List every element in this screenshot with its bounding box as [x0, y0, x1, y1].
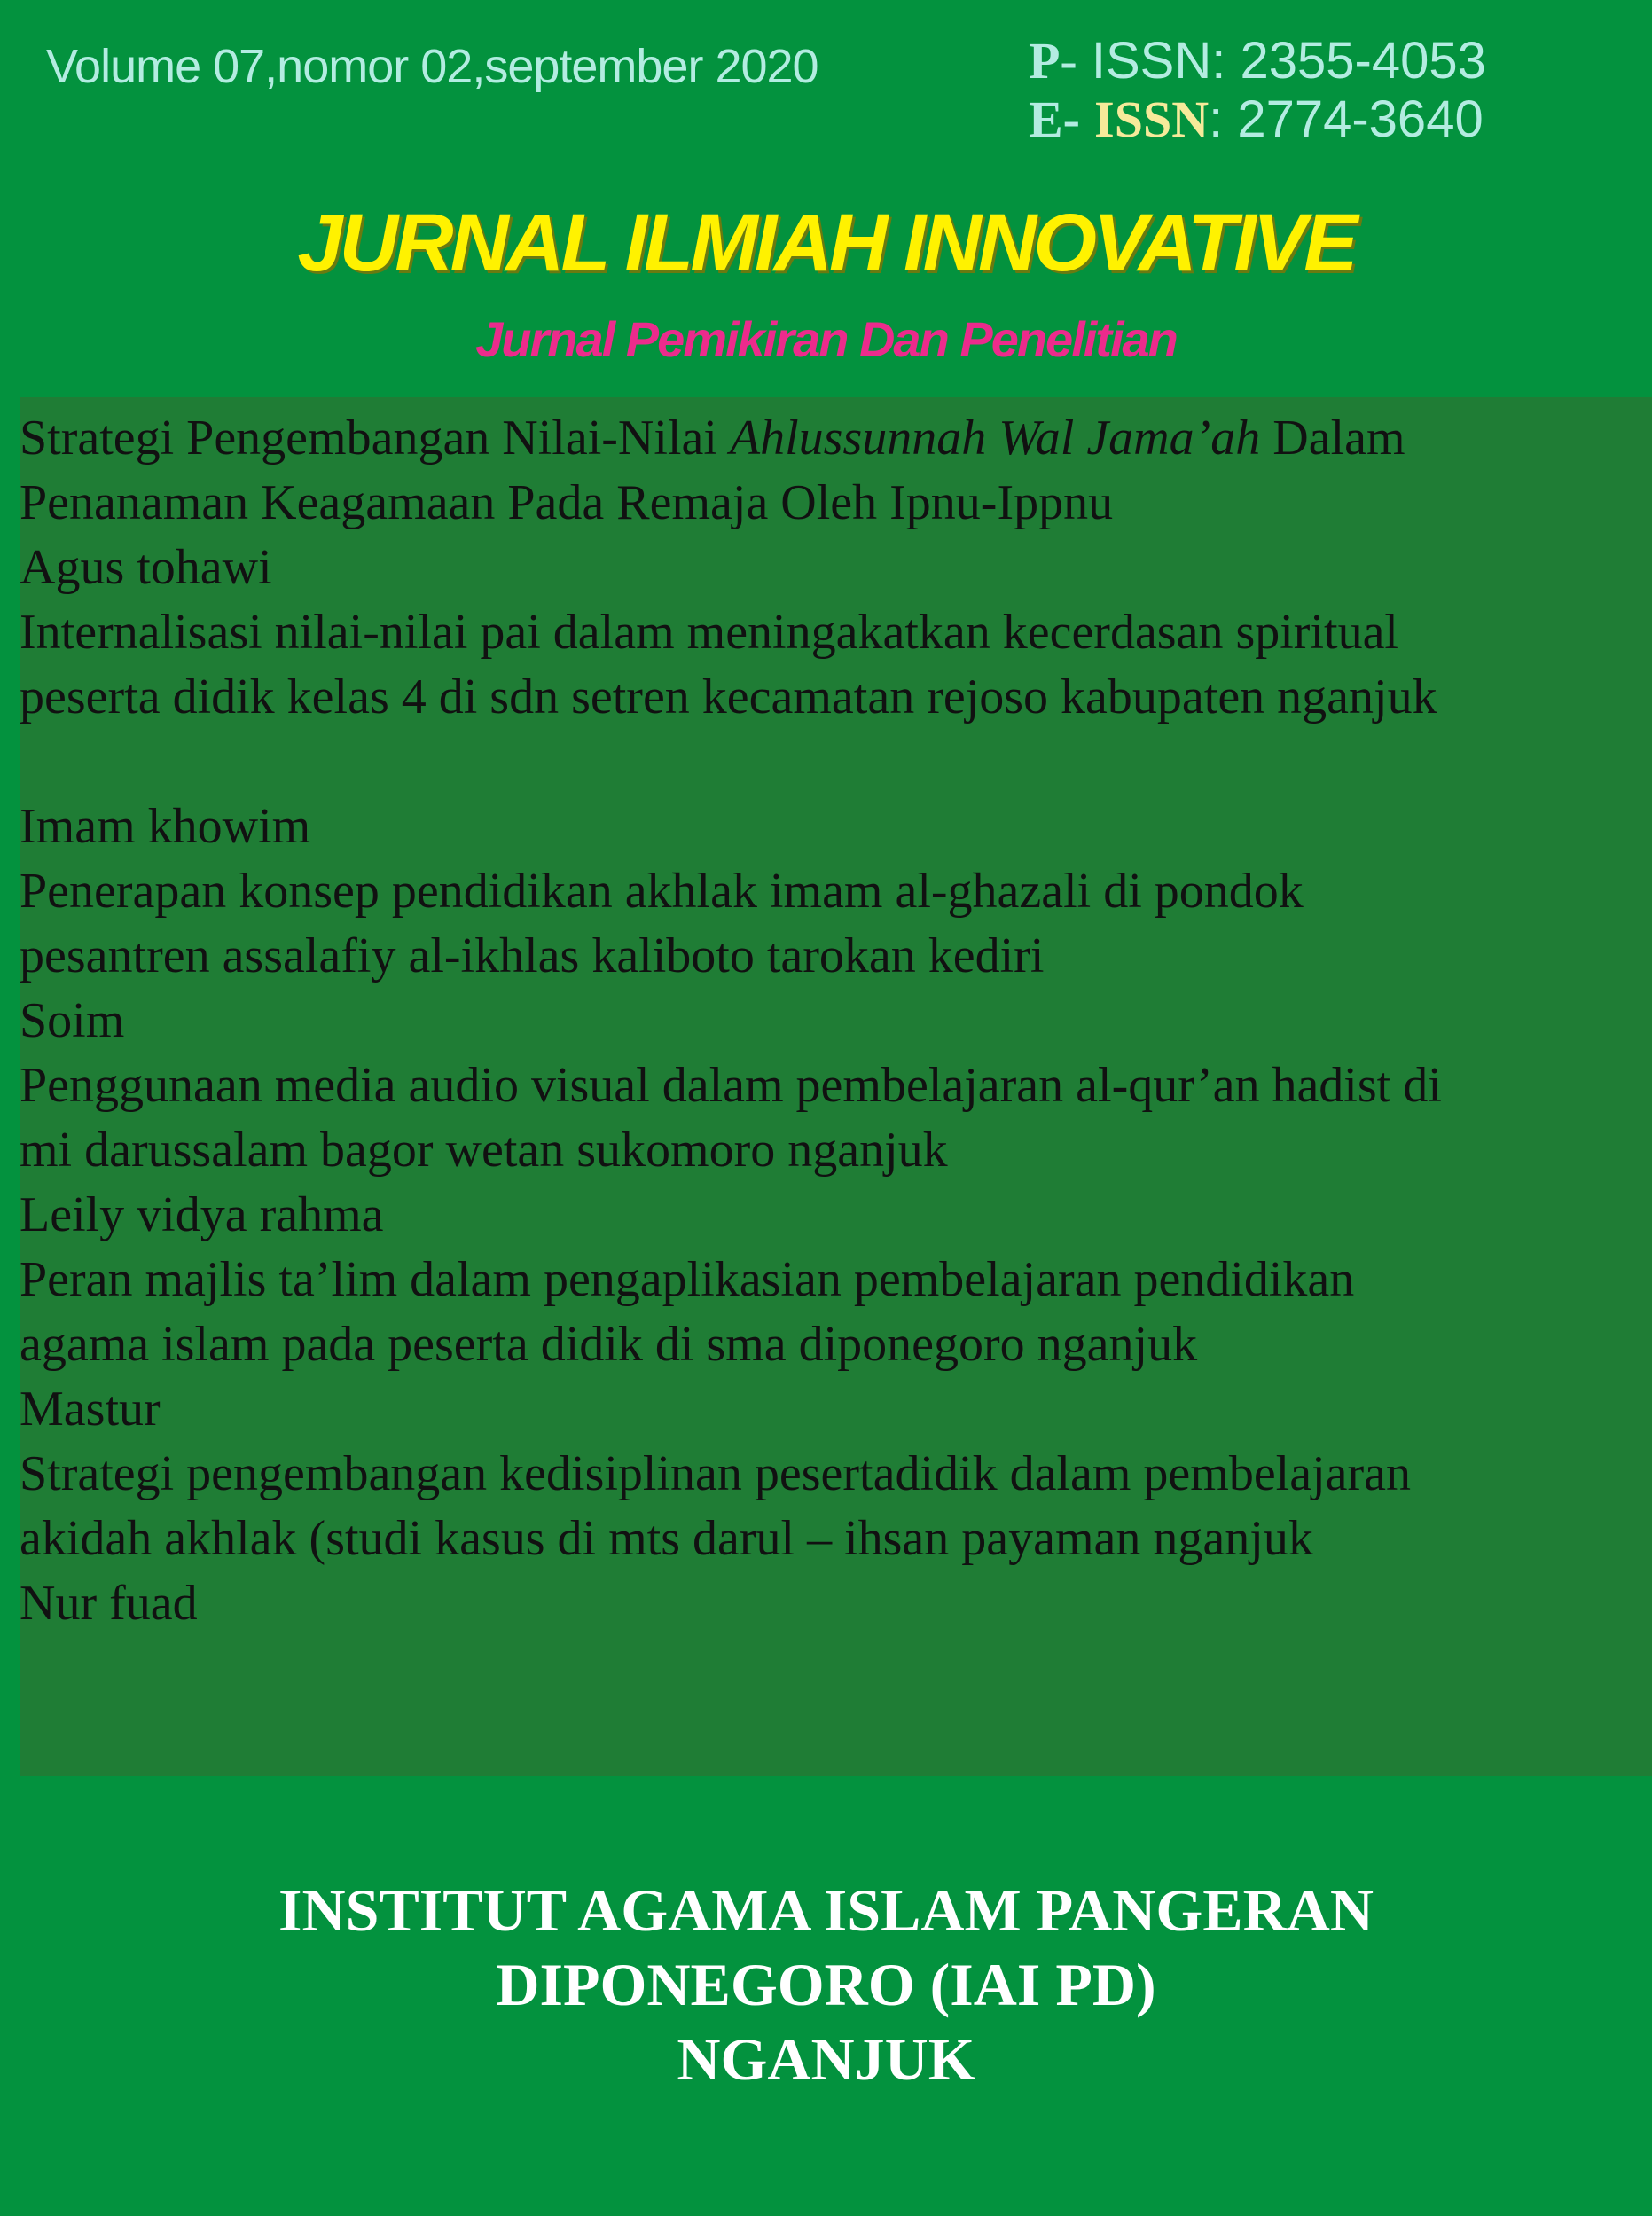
article-title-line: pesantren assalafiy al-ikhlas kaliboto tarokan kediri — [20, 928, 1045, 983]
article-title-line: Penggunaan media audio visual dalam pembelajaran al-qur’an hadist di — [20, 1058, 1442, 1113]
volume-issue-line: Volume 07,nomor 02,september 2020 — [46, 40, 818, 93]
article-title-line: Penanaman Keagamaan Pada Remaja Oleh Ipnu-Ippnu — [20, 475, 1114, 530]
print-issn-prefix: P- — [1029, 32, 1077, 90]
institution-line: DIPONEGORO (IAI PD) — [496, 1951, 1156, 2018]
article-author: Leily vidya rahma — [20, 1187, 384, 1242]
article-title-line: mi darussalam bagor wetan sukomoro nganjuk — [20, 1123, 948, 1178]
article-author: Imam khowim — [20, 799, 311, 854]
article-title-italic-text: Ahlussunnah Wal Jama’ah — [729, 411, 1261, 466]
article-title-line: Strategi pengembangan kedisiplinan pesertadidik dalam pembelajaran — [20, 1446, 1412, 1501]
print-issn — [1029, 32, 1486, 90]
institution-line: NGANJUK — [677, 2025, 975, 2093]
article-author: Mastur — [20, 1382, 161, 1437]
print-issn-value: ISSN: 2355-4053 — [1091, 32, 1486, 90]
electronic-issn-label: ISSN — [1094, 90, 1210, 148]
article-title-line: akidah akhlak (studi kasus di mts darul – ihsan payaman nganjuk — [20, 1511, 1313, 1566]
journal-subtitle: Jurnal Pemikiran Dan Penelitian — [475, 311, 1177, 367]
article-author: Nur fuad — [20, 1576, 198, 1631]
table-of-contents — [20, 397, 1652, 1776]
article-title-line: Peran majlis ta’lim dalam pengaplikasian pembelajaran pendidikan — [20, 1252, 1355, 1307]
article-author: Soim — [20, 993, 125, 1048]
institution-line: INSTITUT AGAMA ISLAM PANGERAN — [278, 1876, 1374, 1944]
electronic-issn-value: : 2774-3640 — [1209, 90, 1484, 148]
article-title-text: Dalam — [1260, 411, 1405, 466]
electronic-issn — [1029, 90, 1486, 149]
article-title-line: agama islam pada peserta didik di sma diponegoro nganjuk — [20, 1317, 1198, 1372]
article-title-line: Internalisasi nilai-nilai pai dalam meningakatkan kecerdasan spiritual — [20, 605, 1398, 660]
issn-block — [1029, 32, 1486, 149]
article-title-text: Strategi Pengembangan Nilai-Nilai — [20, 411, 730, 466]
electronic-issn-prefix: E- — [1029, 90, 1080, 148]
article-title-line — [20, 406, 1652, 471]
article-title-line: Penerapan konsep pendidikan akhlak imam al-ghazali di pondok — [20, 864, 1304, 919]
publisher-institution — [0, 1873, 1652, 2096]
journal-title: JURNAL ILMIAH INNOVATIVE — [297, 198, 1355, 288]
blank-line — [20, 730, 1652, 795]
article-title-line: peserta didik kelas 4 di sdn setren kecamatan rejoso kabupaten nganjuk — [20, 669, 1437, 724]
article-author: Agus tohawi — [20, 540, 272, 595]
